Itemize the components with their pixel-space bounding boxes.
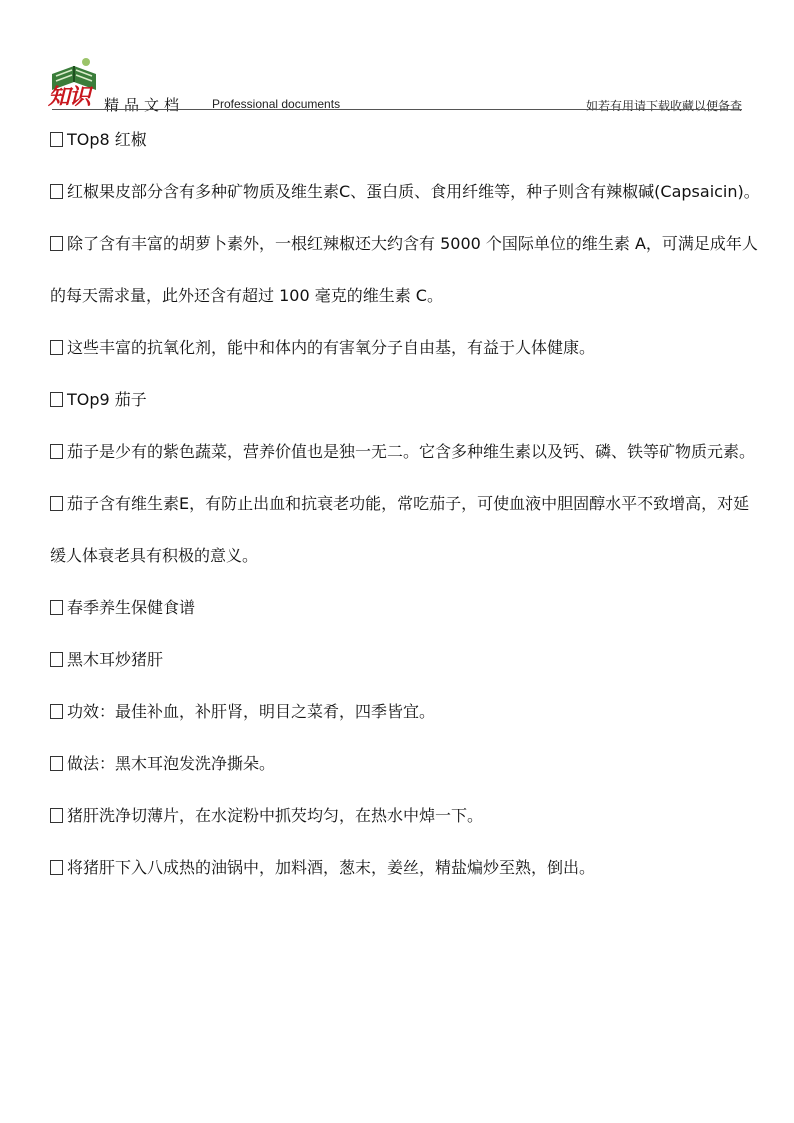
paragraph: 茄子是少有的紫色蔬菜，营养价值也是独一无二。它含多种维生素以及钙、磷、铁等矿物质元素。 — [50, 426, 762, 478]
paragraph: 茄子含有维生素E，有防止出血和抗衰老功能，常吃茄子，可使血液中胆固醇水平不致增高，对延缓人体衰老具有积极的意义。 — [50, 494, 750, 565]
bullet-box-icon — [50, 496, 63, 511]
paragraph: 除了含有丰富的胡萝卜素外，一根红辣椒还大约含有 5000 个国际单位的维生素 A，可满足成年人的每天需求量，此外还含有超过 100 毫克的维生素 C。 — [50, 234, 758, 305]
paragraph: TOp9 茄子 — [50, 374, 762, 426]
header-divider — [52, 109, 742, 110]
bullet-box-icon — [50, 600, 63, 615]
bullet-box-icon — [50, 444, 63, 459]
bullet-box-icon — [50, 132, 63, 147]
paragraph: 猪肝洗净切薄片，在水淀粉中抓芡均匀，在热水中焯一下。 — [50, 790, 762, 842]
bullet-box-icon — [50, 704, 63, 719]
paragraph: 红椒果皮部分含有多种矿物质及维生素C、蛋白质、食用纤维等，种子则含有辣椒碱(Capsaicin)。 — [50, 166, 762, 218]
bullet-box-icon — [50, 340, 63, 355]
paragraph: 黑木耳炒猪肝 — [50, 634, 762, 686]
bullet-box-icon — [50, 236, 63, 251]
paragraph: TOp8 红椒 — [50, 114, 762, 166]
paragraph: 这些丰富的抗氧化剂，能中和体内的有害氧分子自由基，有益于人体健康。 — [50, 322, 762, 374]
bullet-box-icon — [50, 808, 63, 823]
document-body — [50, 114, 762, 894]
paragraph: 春季养生保健食谱 — [50, 582, 762, 634]
bullet-box-icon — [50, 652, 63, 667]
bullet-box-icon — [50, 756, 63, 771]
paragraph: 功效：最佳补血，补肝肾，明目之菜肴，四季皆宜。 — [50, 686, 762, 738]
page-header — [0, 0, 794, 112]
bullet-box-icon — [50, 860, 63, 875]
header-note: 如若有用请下载收藏以便备查 — [585, 99, 742, 113]
brand-title: 精品文档 — [104, 96, 185, 114]
bullet-box-icon — [50, 392, 63, 407]
paragraph: 将猪肝下入八成热的油锅中，加料酒，葱末，姜丝，精盐煸炒至熟，倒出。 — [50, 842, 762, 894]
brand-subtitle: Professional documents — [212, 97, 341, 111]
bullet-box-icon — [50, 184, 63, 199]
logo-wordmark: 知识 — [48, 84, 91, 110]
paragraph: 做法：黑木耳泡发洗净撕朵。 — [50, 738, 762, 790]
